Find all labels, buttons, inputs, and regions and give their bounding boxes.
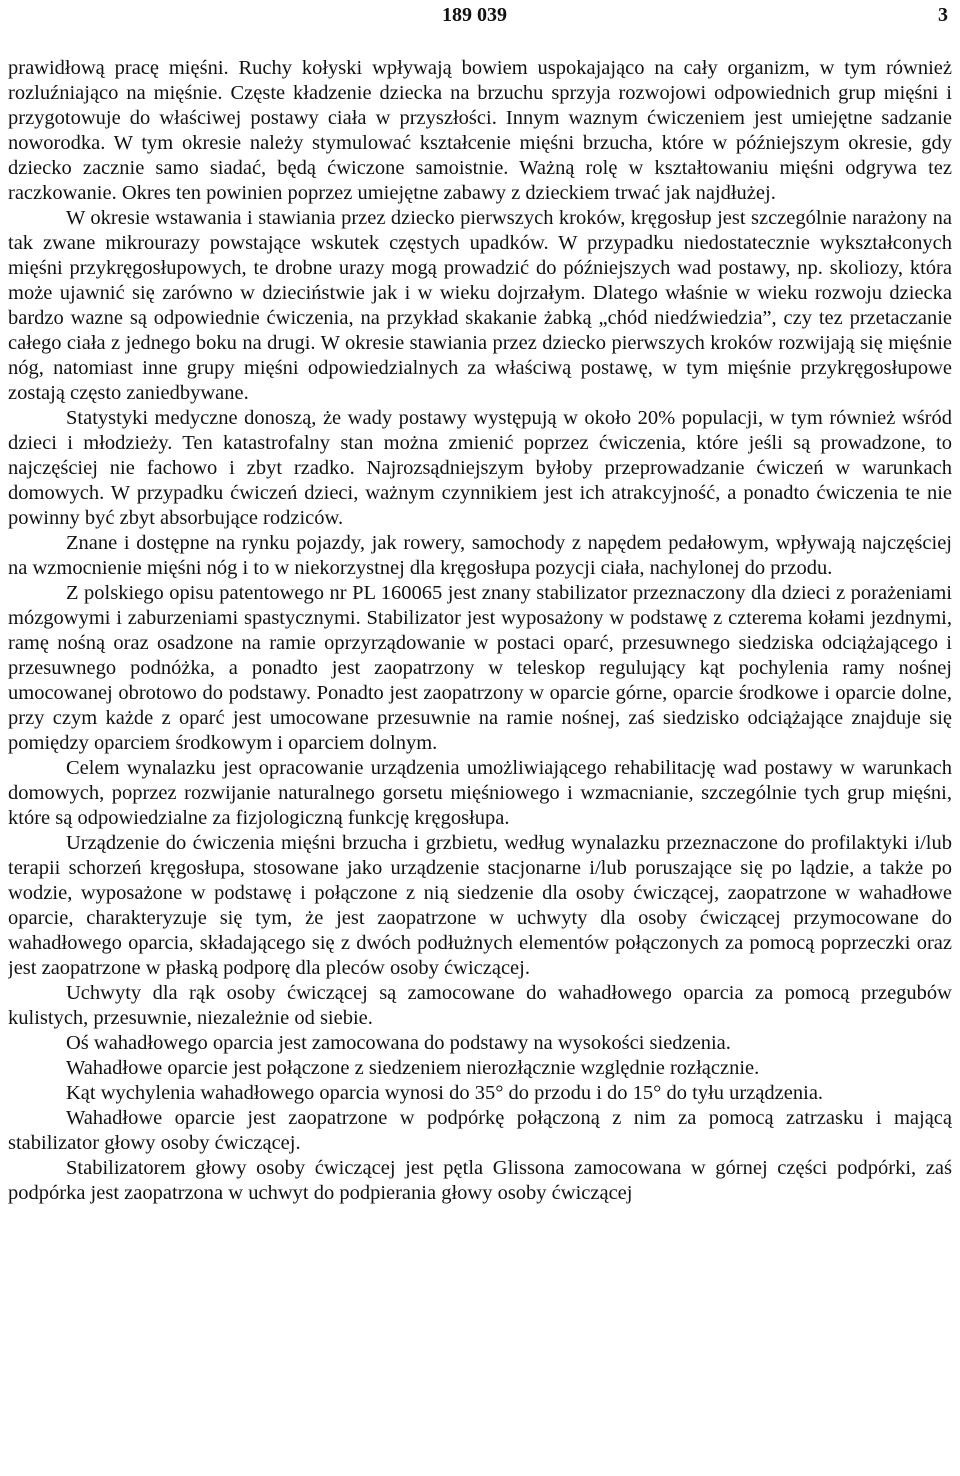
paragraph-4: Znane i dostępne na rynku pojazdy, jak rowery, samochody z napędem pedałowym, wpływają najczęściej na wzmocnienie mięśni nóg i to w niekorzystnej dla kręgosłupa pozycji ciała, nachylonej do przodu.: [8, 532, 952, 579]
paragraph-11: Kąt wychylenia wahadłowego oparcia wynosi do 35° do przodu i do 15° do tyłu urządzenia.: [66, 1082, 824, 1104]
page-number: 3: [938, 4, 948, 26]
paragraph-13: Stabilizatorem głowy osoby ćwiczącej jest pętla Glissona zamocowana w górnej części podpórki, zaś podpórka jest zaopatrzona w uchwyt do podpierania głowy osoby ćwiczącej: [8, 1157, 952, 1204]
document-number: 189 039: [442, 4, 507, 26]
page-header: [8, 0, 952, 40]
document-body: [8, 56, 952, 1206]
paragraph-2: W okresie wstawania i stawiania przez dziecko pierwszych kroków, kręgosłup jest szczególnie narażony na tak zwane mikrourazy powstające wskutek częstych upadków. W przypadku niedostatecznie wykształconych mięśni przykręgosłupowych, te drobne urazy mogą prowadzić do późniejszych wad postawy, np. skoliozy, która może ujawnić się zarówno w dzieciństwie jak i w wieku dojrzałym. Dlatego właśnie w wieku rozwoju dziecka bardzo wazne są odpowiednie ćwiczenia, na przykład skakanie żabką „chód niedźwiedzia”, czy tez przetaczanie całego ciała z jednego boku na drugi. W okresie stawiania przez dziecko pierwszych kroków rozwijają się mięśnie nóg, natomiast inne grupy mięśni odpowiedzialnych za właściwą postawę, w tym mięśnie przykręgosłupowe zostają często zaniedbywane.: [8, 207, 952, 404]
paragraph-12: Wahadłowe oparcie jest zaopatrzone w podpórkę połączoną z nim za pomocą zatrzasku i mającą stabilizator głowy osoby ćwiczącej.: [8, 1107, 952, 1154]
paragraph-1: prawidłową pracę mięśni. Ruchy kołyski wpływają bowiem uspokajająco na cały organizm, w tym również rozluźniająco na mięśnie. Częste kładzenie dziecka na brzuchu sprzyja rozwojowi odpowiednich grup mięśni i przygotowuje do właściwej postawy ciała w przyszłości. Innym waznym ćwiczeniem jest umiejętne sadzanie noworodka. W tym okresie należy stymulować kształcenie mięśni brzucha, które w późniejszym okresie, gdy dziecko zacznie samo siadać, będą ćwiczone samoistnie. Ważną rolę w kształtowaniu mięśni odgrywa tez raczkowanie. Okres ten powinien poprzez umiejętne zabawy z dzieckiem trwać jak najdłużej.: [8, 57, 952, 204]
paragraph-3: Statystyki medyczne donoszą, że wady postawy występują w około 20% populacji, w tym również wśród dzieci i młodzieży. Ten katastrofalny stan można zmienić poprzez ćwiczenia, które jeśli są prowadzone, to najczęściej nie fachowo i zbyt rzadko. Najrozsądniejszym byłoby przeprowadzanie ćwiczeń w warunkach domowych. W przypadku ćwiczeń dzieci, ważnym czynnikiem jest ich atrakcyjność, a ponadto ćwiczenia te nie powinny być zbyt absorbujące rodziców.: [8, 407, 952, 529]
paragraph-7: Urządzenie do ćwiczenia mięśni brzucha i grzbietu, według wynalazku przeznaczone do profilaktyki i/lub terapii schorzeń kręgosłupa, stosowane jako urządzenie stacjonarne i/lub poruszające się po lądzie, a także po wodzie, wyposażone w podstawę i połączone z nią siedzenie dla osoby ćwiczącej, zaopatrzone w wahadłowe oparcie, charakteryzuje się tym, że jest zaopatrzone w uchwyty dla osoby ćwiczącej przymocowane do wahadłowego oparcia, składającego się z dwóch podłużnych elementów połączonych za pomocą poprzeczki oraz jest zaopatrzone w płaską podporę dla pleców osoby ćwiczącej.: [8, 832, 952, 979]
paragraph-9: Oś wahadłowego oparcia jest zamocowana do podstawy na wysokości siedzenia.: [66, 1032, 731, 1054]
paragraph-5: Z polskiego opisu patentowego nr PL 160065 jest znany stabilizator przeznaczony dla dzieci z porażeniami mózgowymi i zaburzeniami spastycznymi. Stabilizator jest wyposażony w podstawę z czterema kołami jezdnymi, ramę nośną oraz osadzone na ramie oprzyrządowanie w postaci oparć, przesuwnego siedziska odciążającego i przesuwnego podnóżka, a ponadto jest zaopatrzony w teleskop regulujący kąt pochylenia ramy nośnej umocowanej obrotowo do podstawy. Ponadto jest zaopatrzony w oparcie górne, oparcie środkowe i oparcie dolne, przy czym każde z oparć jest umocowane przesuwnie na ramie nośnej, zaś siedzisko odciążające znajduje się pomiędzy oparciem środkowym i oparciem dolnym.: [8, 582, 952, 754]
document-page: [8, 0, 952, 1476]
paragraph-10: Wahadłowe oparcie jest połączone z siedzeniem nierozłącznie względnie rozłącznie.: [66, 1057, 760, 1079]
paragraph-8: Uchwyty dla rąk osoby ćwiczącej są zamocowane do wahadłowego oparcia za pomocą przegubów kulistych, przesuwnie, niezależnie od siebie.: [8, 982, 952, 1029]
paragraph-6: Celem wynalazku jest opracowanie urządzenia umożliwiającego rehabilitację wad postawy w warunkach domowych, poprzez rozwijanie naturalnego gorsetu mięśniowego i wzmacnianie, szczególnie tych grup mięśni, które są odpowiedzialne za fizjologiczną funkcję kręgosłupa.: [8, 757, 952, 829]
